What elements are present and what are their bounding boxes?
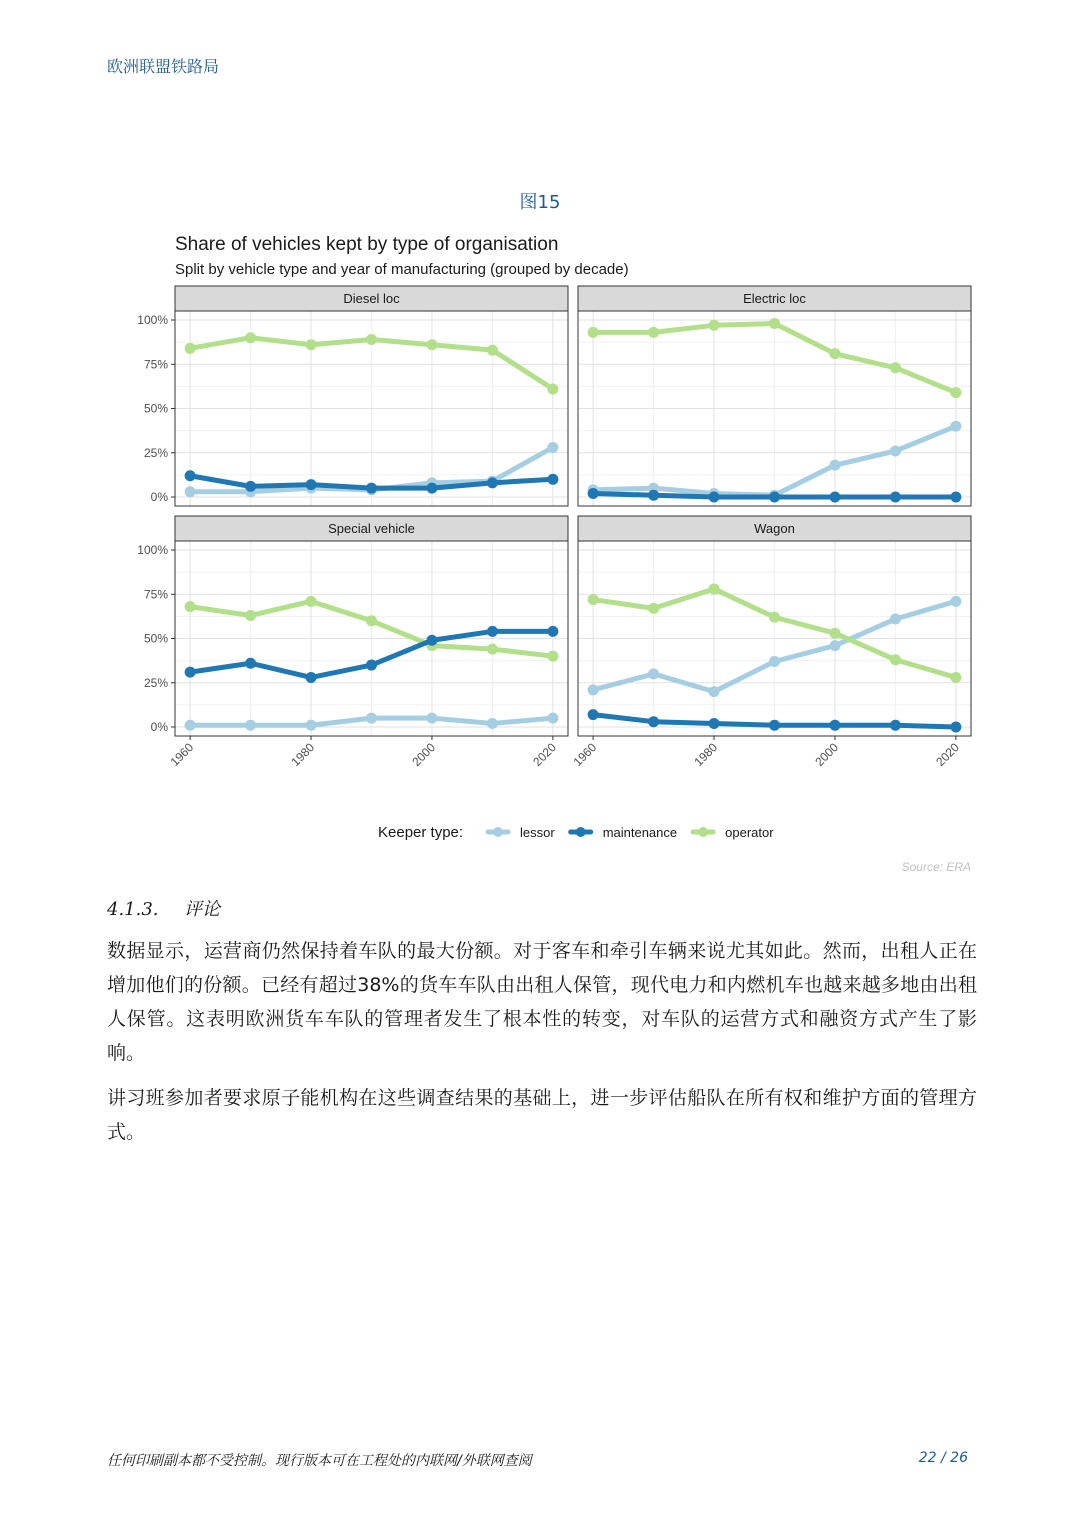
keeper-share-chart: [120, 225, 990, 885]
data-point-maintenance: [709, 492, 720, 503]
panel-wagon: [570, 516, 971, 769]
legend-label-operator: operator: [725, 825, 774, 840]
data-point-operator: [306, 596, 317, 607]
data-point-maintenance: [366, 660, 377, 671]
data-point-lessor: [829, 460, 840, 471]
data-point-maintenance: [648, 490, 659, 501]
data-point-operator: [709, 320, 720, 331]
legend-swatch-dot-operator: [698, 827, 708, 837]
y-tick-label: 100%: [137, 543, 168, 557]
data-point-lessor: [487, 718, 498, 729]
data-point-maintenance: [829, 492, 840, 503]
page-number: 22 / 26: [918, 1450, 968, 1466]
data-point-maintenance: [648, 716, 659, 727]
data-point-operator: [950, 387, 961, 398]
legend-label-maintenance: maintenance: [602, 825, 678, 840]
x-tick-label: 2000: [812, 740, 842, 770]
y-tick-label: 25%: [143, 675, 168, 690]
data-point-operator: [950, 672, 961, 683]
data-point-operator: [890, 362, 901, 373]
data-point-lessor: [950, 596, 961, 607]
x-tick-label: 1960: [570, 740, 600, 770]
data-point-lessor: [829, 640, 840, 651]
data-point-operator: [426, 339, 437, 350]
data-point-maintenance: [950, 722, 961, 733]
data-point-lessor: [709, 686, 720, 697]
data-point-maintenance: [547, 474, 558, 485]
data-point-lessor: [588, 684, 599, 695]
x-tick-label: 1980: [288, 740, 318, 770]
y-tick-label: 75%: [143, 587, 168, 602]
y-tick-label: 50%: [143, 631, 168, 646]
data-point-maintenance: [890, 492, 901, 503]
data-point-maintenance: [829, 720, 840, 731]
data-point-maintenance: [588, 709, 599, 720]
data-point-lessor: [890, 614, 901, 625]
data-point-lessor: [547, 442, 558, 453]
data-point-operator: [588, 594, 599, 605]
data-point-maintenance: [769, 492, 780, 503]
y-tick-label: 0%: [150, 490, 168, 504]
data-point-maintenance: [306, 672, 317, 683]
section-title: 评论: [184, 899, 220, 920]
data-point-operator: [769, 318, 780, 329]
panel-strip-label: Diesel loc: [343, 291, 400, 306]
data-point-maintenance: [426, 483, 437, 494]
data-point-lessor: [306, 720, 317, 731]
data-point-operator: [487, 644, 498, 655]
data-point-operator: [366, 615, 377, 626]
chart-subtitle: Split by vehicle type and year of manufacturing (grouped by decade): [175, 261, 629, 278]
data-point-operator: [547, 651, 558, 662]
y-tick-label: 50%: [143, 401, 168, 416]
data-point-maintenance: [890, 720, 901, 731]
data-point-operator: [185, 343, 196, 354]
chart-source: Source: ERA: [901, 860, 971, 874]
footer-note: 任何印刷副本都不受控制。现行版本可在工程处的内联网/外联网查阅: [107, 1453, 532, 1469]
legend-title: Keeper type:: [378, 824, 464, 841]
legend-swatch-dot-lessor: [493, 827, 503, 837]
x-tick-label: 1980: [691, 740, 721, 770]
data-point-maintenance: [426, 635, 437, 646]
panel-strip-label: Electric loc: [743, 291, 806, 306]
x-tick-label: 1960: [167, 740, 197, 770]
data-point-maintenance: [487, 626, 498, 637]
data-point-operator: [245, 610, 256, 621]
data-point-operator: [306, 339, 317, 350]
data-point-lessor: [547, 713, 558, 724]
panel-electric-loc: [578, 286, 971, 506]
chart-legend: [378, 824, 774, 841]
data-point-maintenance: [588, 488, 599, 499]
data-point-lessor: [950, 421, 961, 432]
data-point-lessor: [245, 720, 256, 731]
legend-label-lessor: lessor: [520, 825, 555, 840]
facet-panels: [137, 286, 971, 769]
data-point-operator: [547, 384, 558, 395]
y-tick-label: 75%: [143, 357, 168, 372]
data-point-maintenance: [306, 479, 317, 490]
data-point-operator: [245, 332, 256, 343]
data-point-operator: [829, 628, 840, 639]
data-point-lessor: [366, 713, 377, 724]
data-point-lessor: [426, 713, 437, 724]
data-point-operator: [648, 603, 659, 614]
body-paragraph-2: 讲习班参加者要求原子能机构在这些调查结果的基础上，进一步评估船队在所有权和维护方面的管理方式。: [107, 1087, 977, 1143]
data-point-operator: [769, 612, 780, 623]
panel-special-vehicle: [137, 516, 568, 769]
data-point-operator: [588, 327, 599, 338]
y-tick-label: 0%: [150, 720, 168, 734]
data-point-maintenance: [769, 720, 780, 731]
data-point-operator: [648, 327, 659, 338]
data-point-lessor: [890, 445, 901, 456]
data-point-operator: [890, 654, 901, 665]
figure-label: 图15: [519, 192, 561, 213]
chart-title: Share of vehicles kept by type of organisation: [175, 234, 559, 255]
data-point-operator: [366, 334, 377, 345]
body-paragraph-1: 数据显示，运营商仍然保持着车队的最大份额。对于客车和牵引车辆来说尤其如此。然而，出租人正在增加他们的份额。已经有超过38%的货车车队由出租人保管，现代电力和内燃机车也越来越多地由出租人保管。这表明欧洲货车车队的管理者发生了根本性的转变，对车队的运营方式和融资方式产生了影响。: [107, 940, 977, 1064]
data-point-maintenance: [245, 658, 256, 669]
data-point-lessor: [185, 720, 196, 731]
data-point-maintenance: [709, 718, 720, 729]
x-tick-label: 2020: [933, 740, 963, 770]
data-point-lessor: [185, 486, 196, 497]
panel-strip-label: Wagon: [754, 521, 795, 536]
data-point-lessor: [769, 656, 780, 667]
data-point-maintenance: [950, 492, 961, 503]
section-heading: [107, 895, 220, 921]
panel-strip-label: Special vehicle: [328, 521, 415, 536]
data-point-operator: [487, 345, 498, 356]
y-tick-label: 25%: [143, 445, 168, 460]
section-number: 4.1.3.: [107, 899, 159, 920]
data-point-maintenance: [185, 470, 196, 481]
panel-diesel-loc: [137, 286, 568, 506]
data-point-operator: [709, 583, 720, 594]
data-point-operator: [185, 601, 196, 612]
data-point-maintenance: [547, 626, 558, 637]
data-point-maintenance: [245, 481, 256, 492]
data-point-maintenance: [185, 667, 196, 678]
y-tick-label: 100%: [137, 313, 168, 327]
org-header: 欧洲联盟铁路局: [107, 57, 220, 76]
legend-swatch-dot-maintenance: [576, 827, 586, 837]
x-tick-label: 2000: [409, 740, 439, 770]
x-tick-label: 2020: [530, 740, 560, 770]
data-point-maintenance: [366, 483, 377, 494]
data-point-operator: [829, 348, 840, 359]
data-point-lessor: [648, 668, 659, 679]
data-point-maintenance: [487, 477, 498, 488]
